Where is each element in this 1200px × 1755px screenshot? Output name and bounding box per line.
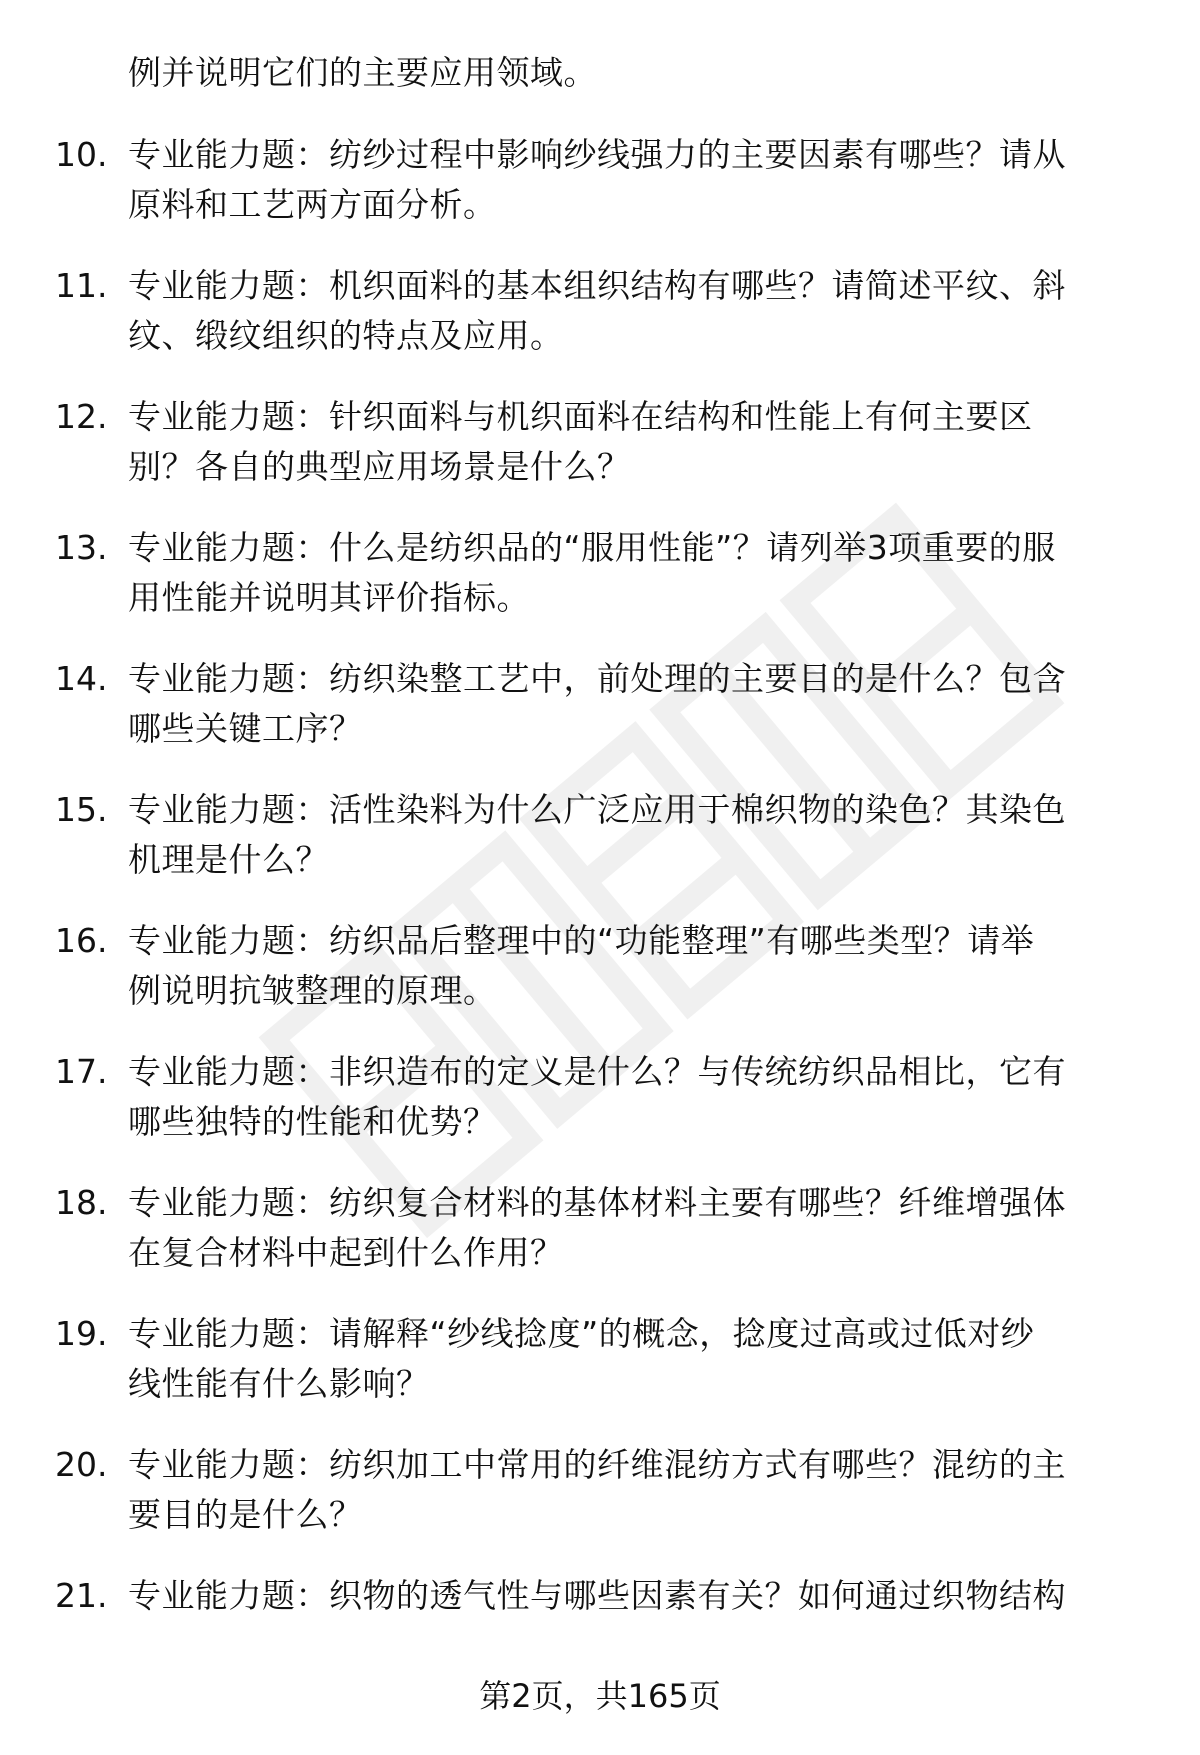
question-line: 哪些独特的性能和优势？ <box>128 1102 497 1141</box>
question-line: 原料和工艺两方面分析。 <box>128 185 497 224</box>
question-line: 哪些关键工序？ <box>128 709 363 748</box>
page-footer: 第2页，共165页 <box>479 1677 721 1715</box>
question-number: 21. <box>55 1576 108 1615</box>
question-line: 在复合材料中起到什么作用？ <box>128 1233 564 1272</box>
continued-text: 例并说明它们的主要应用领域。 <box>128 53 597 92</box>
question-line: 例说明抗皱整理的原理。 <box>128 971 497 1010</box>
question-number: 20. <box>55 1445 108 1484</box>
question-line: 专业能力题：活性染料为什么广泛应用于棉织物的染色？其染色 <box>128 790 1066 829</box>
question-line: 专业能力题：纺织品后整理中的“功能整理”有哪些类型？请举 <box>128 921 1035 960</box>
question-number: 12. <box>55 397 108 436</box>
question-line: 专业能力题：纺织加工中常用的纤维混纺方式有哪些？混纺的主 <box>128 1445 1066 1484</box>
question-number: 14. <box>55 659 108 698</box>
question-number: 19. <box>55 1314 108 1353</box>
question-line: 专业能力题：纺纱过程中影响纱线强力的主要因素有哪些？请从 <box>128 135 1066 174</box>
question-line: 专业能力题：非织造布的定义是什么？与传统纺织品相比，它有 <box>128 1052 1066 1091</box>
question-number: 18. <box>55 1183 108 1222</box>
question-line: 用性能并说明其评价指标。 <box>128 578 530 617</box>
question-line: 机理是什么？ <box>128 840 329 879</box>
question-number: 10. <box>55 135 108 174</box>
question-line: 专业能力题：织物的透气性与哪些因素有关？如何通过织物结构 <box>128 1576 1066 1615</box>
question-line: 专业能力题：什么是纺织品的“服用性能”？请列举3项重要的服 <box>128 528 1056 567</box>
question-number: 17. <box>55 1052 108 1091</box>
question-number: 16. <box>55 921 108 960</box>
question-number: 11. <box>55 266 108 305</box>
question-line: 别？各自的典型应用场景是什么？ <box>128 447 631 486</box>
question-line: 要目的是什么？ <box>128 1495 363 1534</box>
question-line: 专业能力题：纺织染整工艺中，前处理的主要目的是什么？包含 <box>128 659 1066 698</box>
question-line: 专业能力题：针织面料与机织面料在结构和性能上有何主要区 <box>128 397 1033 436</box>
question-line: 专业能力题：纺织复合材料的基体材料主要有哪些？纤维增强体 <box>128 1183 1066 1222</box>
question-number: 13. <box>55 528 108 567</box>
question-line: 纹、缎纹组织的特点及应用。 <box>128 316 564 355</box>
question-line: 专业能力题：机织面料的基本组织结构有哪些？请简述平纹、斜 <box>128 266 1066 305</box>
question-number: 15. <box>55 790 108 829</box>
question-line: 线性能有什么影响？ <box>128 1364 430 1403</box>
question-line: 专业能力题：请解释“纱线捻度”的概念，捻度过高或过低对纱 <box>128 1314 1035 1353</box>
